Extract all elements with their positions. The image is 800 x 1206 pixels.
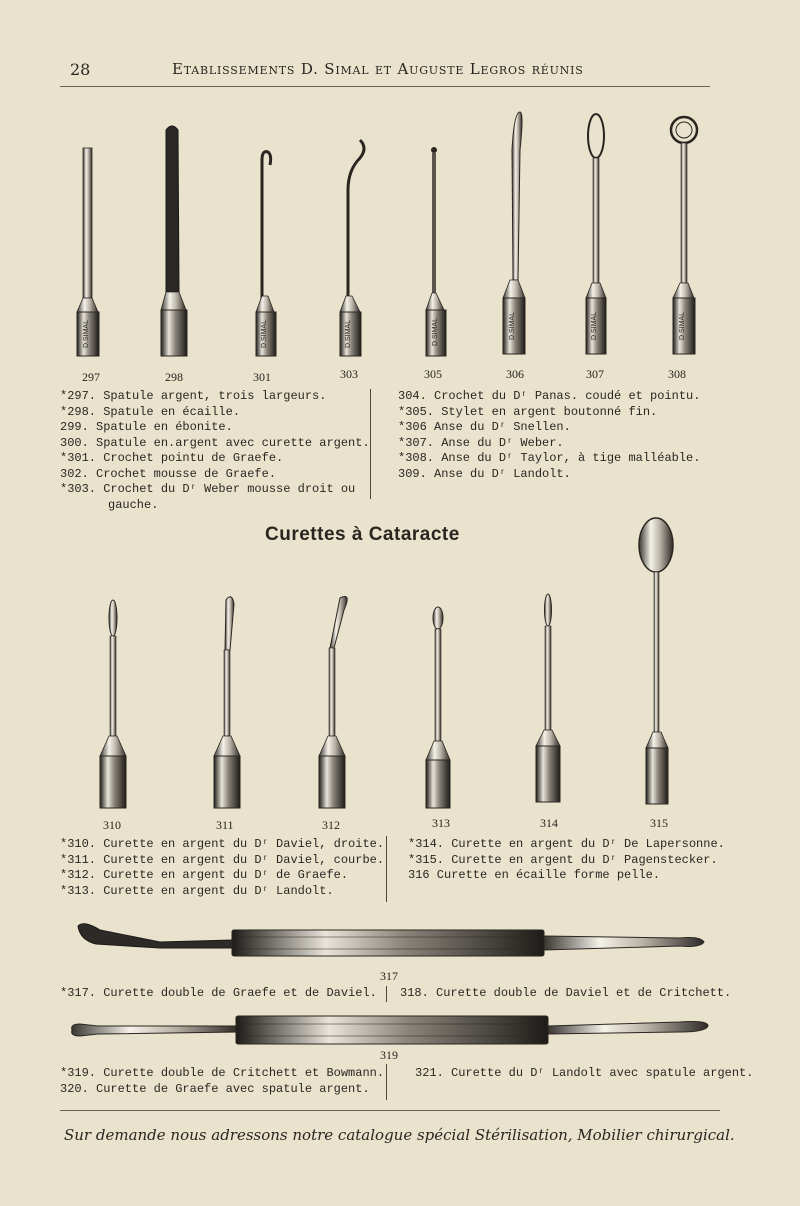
caption-divider-319 — [386, 1064, 387, 1100]
footer-note: Sur demande nous adressons notre catalogue spécial Stérilisation, Mobilier chirurgical. — [64, 1126, 735, 1144]
caption-307: *307. Anse du Dʳ Weber. — [398, 435, 564, 450]
handle-mark-4: D.SIMAL — [591, 311, 598, 341]
fig-number-303: 303 — [340, 367, 358, 381]
instrument-319 — [72, 1016, 708, 1044]
fig-number-314: 314 — [540, 816, 558, 830]
fig-number-312: 312 — [322, 818, 340, 832]
handle-mark-2: D.SIMAL — [432, 317, 439, 347]
caption-313: *313. Curette en argent du Dʳ Landolt. — [60, 883, 334, 898]
fig-number-305: 305 — [424, 367, 442, 381]
fig-number-310: 310 — [103, 818, 121, 832]
running-head: Etablissements D. Simal et Auguste Legros réunis — [172, 60, 584, 78]
footer-rule — [60, 1110, 720, 1111]
caption-303-continued: gauche. — [108, 497, 159, 512]
caption-316: 316 Curette en écaille forme pelle. — [408, 868, 661, 882]
fig-number-311: 311 — [216, 818, 234, 832]
caption-312: *312. Curette en argent du Dʳ de Graefe. — [60, 868, 349, 882]
caption-320: 320. Curette de Graefe avec spatule argent. — [60, 1081, 370, 1096]
caption-299: 299. Spatule en ébonite. — [60, 420, 233, 434]
fig-number-301: 301 — [253, 370, 271, 384]
caption-318: 318. Curette double de Daviel et de Critchett. — [400, 986, 732, 1000]
fig-number-297: 297 — [82, 370, 100, 384]
caption-divider-317 — [386, 986, 387, 1002]
handle-mark-5: D.SIMAL — [679, 311, 686, 341]
handle-mark-3: D.SIMAL — [509, 311, 516, 341]
fig-number-315: 315 — [650, 816, 668, 830]
fig-number-317: 317 — [380, 969, 398, 983]
caption-303: *303. Crochet du Dʳ Weber mousse droit ou — [60, 482, 356, 496]
fig-number-308: 308 — [668, 367, 686, 381]
caption-297: *297. Spatule argent, trois largeurs. — [60, 389, 327, 403]
caption-317: *317. Curette double de Graefe et de Daviel. — [60, 986, 377, 1000]
caption-321: 321. Curette du Dʳ Landolt avec spatule argent. — [415, 1066, 754, 1080]
caption-309: 309. Anse du Dʳ Landolt. — [398, 466, 571, 481]
handle-mark-6: D.SIMAL — [345, 319, 352, 349]
handle-mark-0: D.SIMAL — [83, 319, 90, 349]
caption-310: *310. Curette en argent du Dʳ Daviel, droite. — [60, 837, 385, 851]
caption-315: *315. Curette en argent du Dʳ Pagenstecker. — [408, 852, 718, 867]
page-number: 28 — [70, 60, 91, 79]
caption-306: *306 Anse du Dʳ Snellen. — [398, 420, 571, 434]
fig-number-307: 307 — [586, 367, 604, 381]
fig-number-306: 306 — [506, 367, 524, 381]
caption-301: *301. Crochet pointu de Graefe. — [60, 451, 284, 465]
captions-319-left — [60, 1066, 384, 1097]
caption-319: *319. Curette double de Critchett et Bowmann. — [60, 1066, 385, 1080]
caption-308: *308. Anse du Dʳ Taylor, à tige malléable. — [398, 451, 701, 465]
caption-304: 304. Crochet du Dʳ Panas. coudé et pointu. — [398, 389, 701, 403]
caption-300: 300. Spatule en.argent avec curette argent. — [60, 435, 370, 450]
handle-mark-1: D.SIMAL — [261, 319, 268, 349]
fig-number-313: 313 — [432, 816, 450, 830]
fig-number-298: 298 — [165, 370, 183, 384]
caption-314: *314. Curette en argent du Dʳ De Lapersonne. — [408, 837, 725, 851]
section-title: Curettes à Cataracte — [265, 524, 460, 545]
caption-302: 302. Crochet mousse de Graefe. — [60, 466, 277, 481]
fig-number-319: 319 — [380, 1048, 398, 1062]
caption-305: *305. Stylet en argent boutonné fin. — [398, 404, 658, 419]
instrument-317 — [78, 924, 704, 956]
caption-298: *298. Spatule en écaille. — [60, 404, 241, 419]
caption-311: *311. Curette en argent du Dʳ Daviel, courbe. — [60, 852, 385, 867]
